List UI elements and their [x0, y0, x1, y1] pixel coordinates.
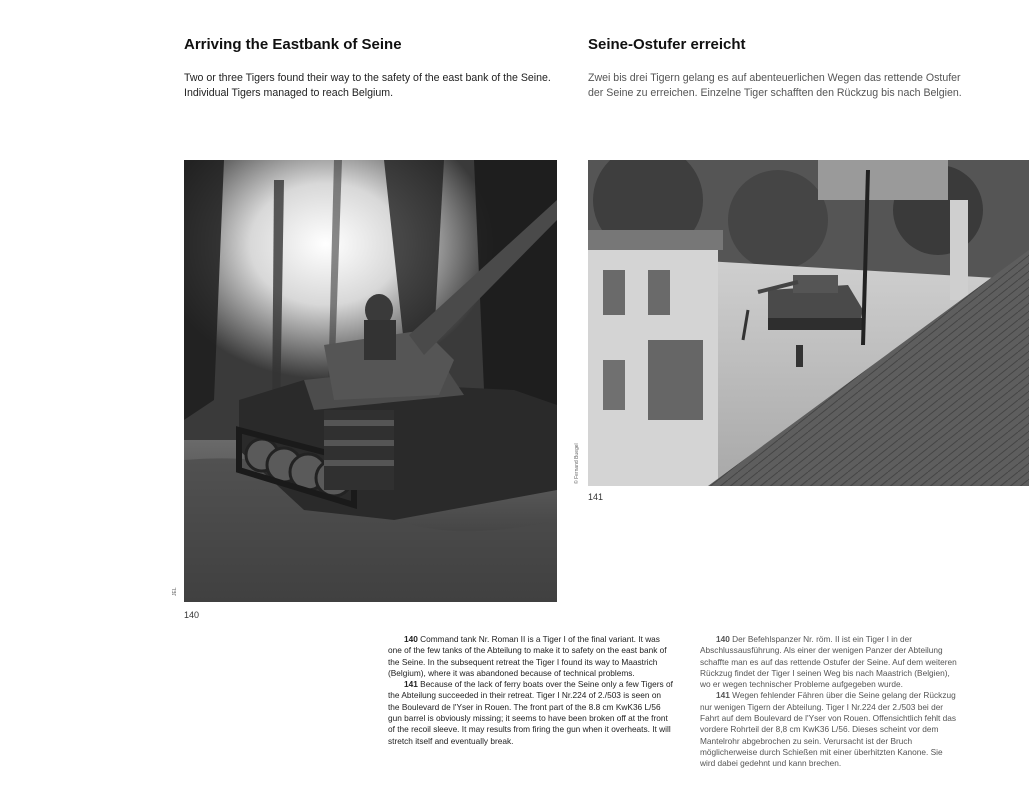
german-title: Seine-Ostufer erreicht [588, 36, 746, 53]
photo-141-image [588, 160, 1029, 486]
caption-140-en [388, 634, 673, 679]
german-intro: Zwei bis drei Tigern gelang es auf abenteuerlichen Wegen das rettende Ostufer der Seine zu erreichen. Einzelne Tiger schafften den Rückzug bis nach Belgien. [588, 72, 962, 99]
caption-141-de [700, 690, 960, 769]
photo-140-credit: JEL [172, 587, 178, 596]
caption-140-en-text: Command tank Nr. Roman II is a Tiger I of the final variant. It was one of the few tanks of the Abteilung to make it to safety on the east bank of the Seine. In the subsequent retreat the Tiger I found its way to Maastrich (Belgium), where it was abandoned because of technical problems. [388, 634, 667, 678]
caption-140-en-number: 140 [404, 634, 418, 644]
photo-141-number: 141 [588, 492, 604, 502]
photo-141-credit: © Fernand Buegel [574, 443, 580, 484]
caption-140-de-text: Der Befehlspanzer Nr. röm. II ist ein Tiger I in der Abschlussausführung. Als einer der wenigen Panzer der Abteilung schaffte man es auf das rettende Ostufer der Seine. Auf dem weiteren Rückzug findet der Tiger I seinen Weg bis nach Maastrich (Belgien), wo er wegen technischer Probleme aufgegeben wurde. [700, 634, 957, 690]
caption-141-de-text: Wegen fehlender Fähren über die Seine gelang der Rückzug nur wenigen Tigern der Abteilung. Tiger I Nr.224 der 2./503 bei der Fahrt auf dem Boulevard de l'Yser von Rouen. Offensichtlich fehlt das vordere Rohrteil der 8,8 cm KwK36 L/56. Dieses scheint vor dem Mantelrohr abgebrochen zu sein. Verursacht ist der Bruch möglicherweise durch Schießen mit einer überhitzten Kanone. Sie wird dabei gedehnt und kann brechen. [700, 690, 957, 769]
photo-141-street-scene-rouen [588, 160, 1029, 486]
photo-140-number: 140 [184, 610, 200, 620]
photo-140-tiger-tank-forest [184, 160, 557, 602]
english-captions [388, 634, 673, 747]
caption-141-en-number: 141 [404, 679, 418, 690]
caption-141-de-number: 141 [716, 690, 730, 701]
german-captions [700, 634, 960, 770]
photo-140-image [184, 160, 557, 602]
english-title: Arriving the Eastbank of Seine [184, 36, 402, 53]
caption-140-de [700, 634, 960, 690]
caption-140-de-number: 140 [716, 634, 730, 644]
caption-141-en-text: Because of the lack of ferry boats over the Seine only a few Tigers of the Abteilung succeeded in their retreat. Tiger I Nr.224 of 2./503 is seen on the Boulevard de l'Yser in Rouen. The front part of the 8.8 cm KwK36 L/56 gun barrel is obviously missing; it seems to have been broken off at the front of the recoil sleeve. It may results from firing the gun when it overheats. It will stretch itself and eventually break. [388, 679, 673, 746]
caption-141-en [388, 679, 673, 747]
english-intro: Two or three Tigers found their way to the safety of the east bank of the Seine. Individual Tigers managed to reach Belgium. [184, 72, 551, 99]
